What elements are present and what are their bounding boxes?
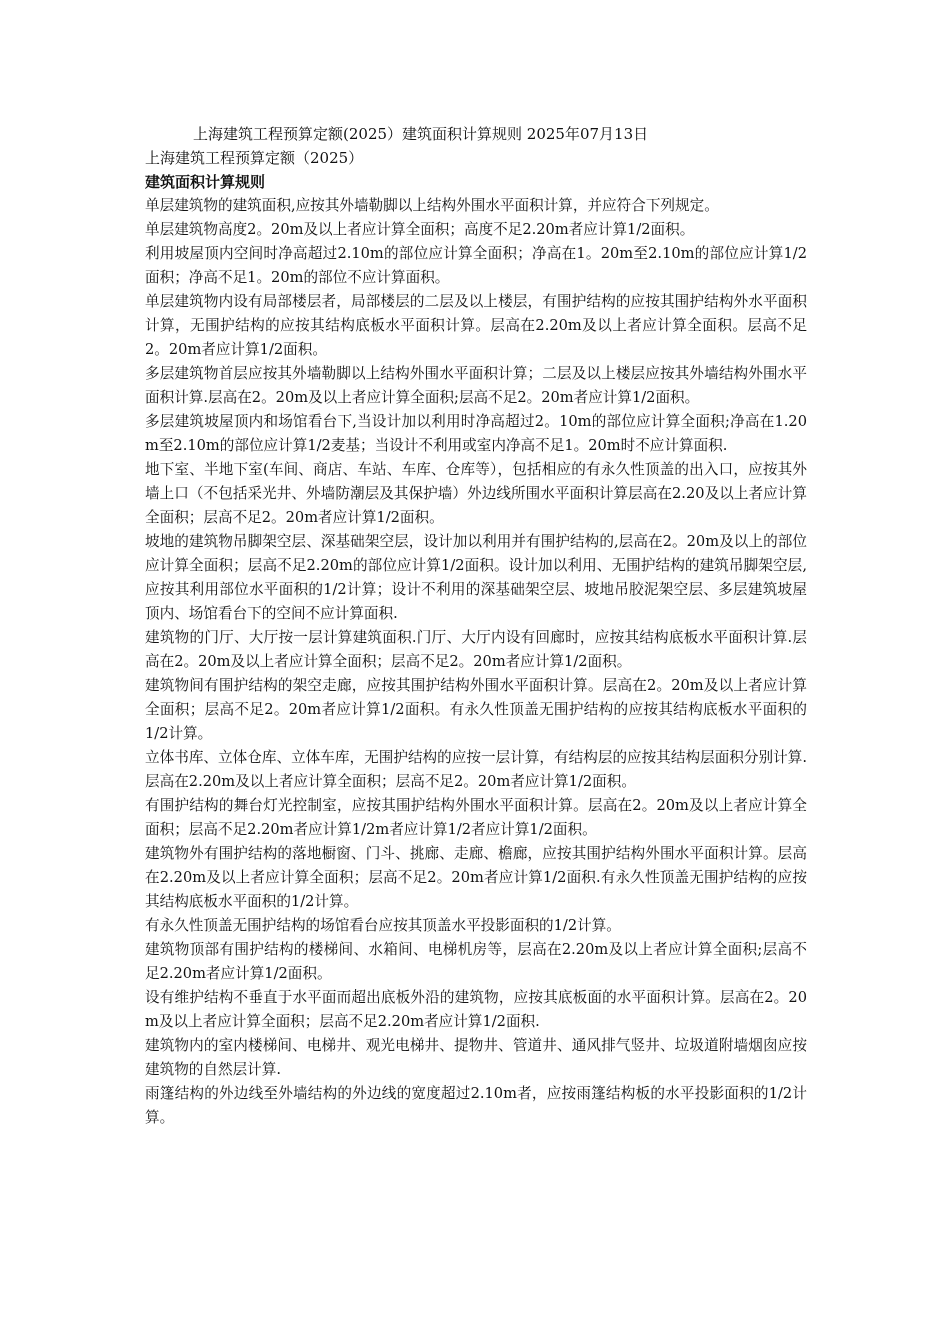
paragraph: 立体书库、立体仓库、立体车库，无围护结构的应按一层计算，有结构层的应按其结构层面积分别计算.层高在2.20m及以上者应计算全面积；层高不足2。20m者应计算1/2面积。 — [145, 749, 807, 790]
paragraph: 多层建筑坡屋顶内和场馆看台下,当设计加以利用时净高超过2。10m的部位应计算全面积;净高在1.20m至2.10m的部位应计算1/2麦基；当设计不利用或室内净高不足1。20m时不应计算面积. — [145, 413, 807, 454]
section-heading: 建筑面积计算规则 — [145, 173, 266, 191]
document-title: 上海建筑工程预算定额(2025）建筑面积计算规则 2025年07月13日 — [193, 125, 649, 143]
paragraph: 建筑物内的室内楼梯间、电梯井、观光电梯井、提物井、管道井、通风排气竖井、垃圾道附墙烟囱应按建筑物的自然层计算. — [145, 1037, 807, 1078]
paragraph: 单层建筑物高度2。20m及以上者应计算全面积；高度不足2.20m者应计算1/2面积。 — [145, 221, 695, 238]
paragraph: 多层建筑物首层应按其外墙勒脚以上结构外围水平面积计算；二层及以上楼层应按其外墙结构外围水平面积计算.层高在2。20m及以上者应计算全面积;层高不足2。20m者应计算1/2面积。 — [145, 365, 807, 406]
paragraph: 建筑物顶部有围护结构的楼梯间、水箱间、电梯机房等，层高在2.20m及以上者应计算全面积;层高不足2.20m者应计算1/2面积。 — [145, 941, 807, 982]
paragraph: 单层建筑物内设有局部楼层者，局部楼层的二层及以上楼层，有围护结构的应按其围护结构外水平面积计算，无围护结构的应按其结构底板水平面积计算。层高在2.20m及以上者应计算全面积。层高不足2。20m者应计算1/2面积。 — [145, 293, 807, 358]
paragraph: 建筑物间有围护结构的架空走廊，应按其围护结构外围水平面积计算。层高在2。20m及以上者应计算全面积；层高不足2。20m者应计算1/2面积。有永久性顶盖无围护结构的应按其结构底板水平面积的1/2计算。 — [145, 677, 807, 742]
document-subtitle: 上海建筑工程预算定额（2025） — [145, 149, 364, 167]
paragraph: 有围护结构的舞台灯光控制室，应按其围护结构外围水平面积计算。层高在2。20m及以上者应计算全面积；层高不足2.20m者应计算1/2m者应计算1/2者应计算1/2面积。 — [145, 797, 807, 838]
paragraph: 雨篷结构的外边线至外墙结构的外边线的宽度超过2.10m者，应按雨篷结构板的水平投影面积的1/2计算。 — [145, 1085, 807, 1126]
paragraph: 建筑物外有围护结构的落地橱窗、门斗、挑廊、走廊、檐廊，应按其围护结构外围水平面积计算。层高在2.20m及以上者应计算全面积；层高不足2。20m者应计算1/2面积.有永久性顶盖无围护结构的应按其结构底板水平面积的1/2计算。 — [145, 845, 807, 910]
paragraph: 坡地的建筑物吊脚架空层、深基础架空层，设计加以利用并有围护结构的,层高在2。20m及以上的部位应计算全面积；层高不足2.20m的部位应计算1/2面积。设计加以利用、无围护结构的建筑吊脚架空层,应按其利用部位水平面积的1/2计算；设计不利用的深基础架空层、坡地吊胶泥架空层、多层建筑坡屋顶内、场馆看台下的空间不应计算面积. — [145, 533, 807, 622]
paragraph: 地下室、半地下室(车间、商店、车站、车库、仓库等），包括相应的有永久性顶盖的出入口，应按其外墙上口（不包括采光井、外墙防潮层及其保护墙）外边线所围水平面积计算层高在2.20及以上者应计算全面积；层高不足2。20m者应计算1/2面积。 — [145, 461, 807, 526]
document-body — [145, 122, 807, 1130]
paragraph: 有永久性顶盖无围护结构的场馆看台应按其顶盖水平投影面积的1/2计算。 — [145, 917, 621, 934]
paragraph: 建筑物的门厅、大厅按一层计算建筑面积.门厅、大厅内设有回廊时，应按其结构底板水平面积计算.层高在2。20m及以上者应计算全面积；层高不足2。20m者应计算1/2面积。 — [145, 629, 807, 670]
paragraph: 利用坡屋顶内空间时净高超过2.10m的部位应计算全面积；净高在1。20m至2.10m的部位应计算1/2面积；净高不足1。20m的部位不应计算面积。 — [145, 245, 807, 286]
paragraph: 设有维护结构不垂直于水平面而超出底板外沿的建筑物，应按其底板面的水平面积计算。层高在2。20m及以上者应计算全面积；层高不足2.20m者应计算1/2面积. — [145, 989, 807, 1030]
paragraph: 单层建筑物的建筑面积,应按其外墙勒脚以上结构外围水平面积计算，并应符合下列规定。 — [145, 197, 719, 214]
